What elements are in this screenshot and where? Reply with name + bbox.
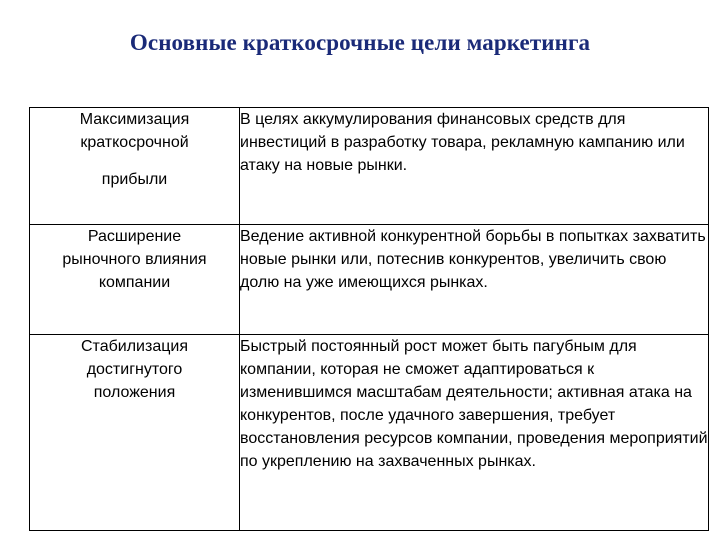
description-cell: В целях аккумулирования финансовых средств для инвестиций в разработку товара, рекламную кампанию или атаку на новые рынки. [240,108,709,225]
goal-cell [30,108,240,225]
goal-line: прибыли [101,171,168,188]
table-row [30,335,709,531]
goal-cell [30,335,240,531]
goal-line: положения [93,384,176,401]
description-cell: Быстрый постоянный рост может быть пагубным для компании, которая не сможет адаптироваться к изменившимся масштабам деятельности; активная атака на конкурентов, после удачного завершения, требует восстановления ресурсов компании, проведения мероприятий по укреплению на захваченных рынках. [240,335,709,531]
goal-line: краткосрочной [80,134,189,151]
goal-line: рыночного влияния [62,251,207,268]
description-cell: Ведение активной конкурентной борьбы в попытках захватить новые рынки или, потеснив конкурентов, увеличить свою долю на уже имеющихся рынках. [240,225,709,335]
goal-line: Расширение [87,228,182,245]
goals-table [29,107,709,531]
slide-title: Основные краткосрочные цели маркетинга [129,30,591,55]
goal-line: достигнутого [86,361,183,378]
goal-cell [30,225,240,335]
goal-line: Максимизация [79,111,190,128]
goal-line: компании [98,274,171,291]
table-row [30,225,709,335]
table-row [30,108,709,225]
goal-line: Стабилизация [81,338,188,355]
